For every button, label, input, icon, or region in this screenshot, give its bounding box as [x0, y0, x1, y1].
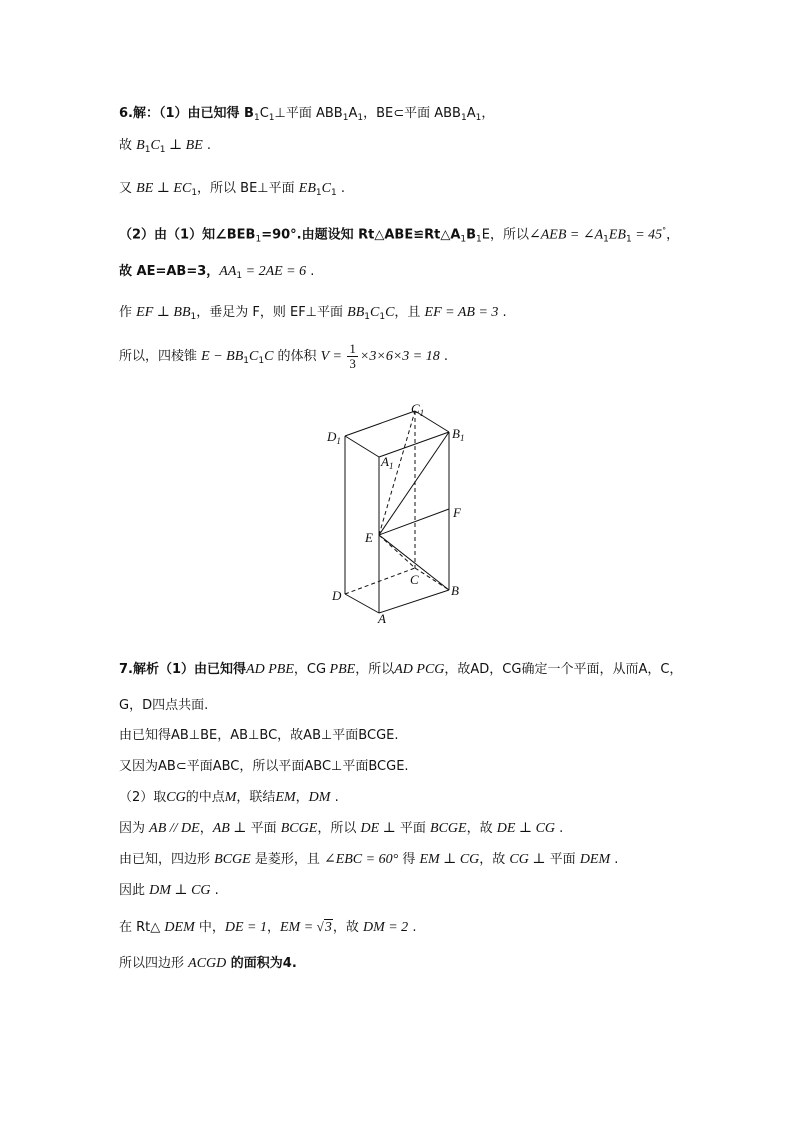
p6-line-5: 故 AE=AB=3，$AA_1 = 2AE = 6$ . — [119, 264, 315, 281]
p6-line-4: （2）由（1）知$\angle BEB_1=90^\circ$.由题设知 $Rt\triangle ABE≌Rt\triangle A_1B_1E$，所以∠AEB = $\angle A_1EB_1 = 45^\circ$， — [119, 226, 680, 245]
p7-line-8: 因此 DM ⊥ CG . — [119, 883, 219, 898]
p7-line-10: 所以四边形 ACGD 的面积为4. — [119, 956, 297, 971]
p6-line-1: 6.解：（1）由已知得 $B_1C_1\perp$平面 $ABB_1A_1$，BE⊂平面 $ABB_1A_1$， — [119, 106, 495, 123]
hidden-segment-E-C1 — [379, 411, 415, 535]
p6-line-3: 又 BE ⊥ $EC_1$，所以 BE⊥平面 $EB_1C_1$ . — [119, 181, 345, 198]
p7-line-3: 由已知得AB⊥BE，AB⊥BC，故AB⊥平面BCGE. — [119, 728, 399, 743]
hidden-edge-C-B — [415, 568, 449, 590]
edge-A1-D1 — [345, 436, 379, 457]
p7-line-6: 因为 AB // DE，AB ⊥ 平面 BCGE，所以 DE ⊥ 平面 BCGE，故 DE ⊥ CG . — [119, 821, 564, 836]
label-C: C — [410, 572, 419, 587]
p6-line-6: 作 EF ⊥ $BB_1$，垂足为 F，则 EF⊥平面 $BB_1C_1C$，且 EF = AB = 3 . — [119, 305, 507, 322]
label-B: B — [451, 583, 459, 598]
edge-B1-A1 — [379, 432, 449, 457]
hidden-edge-D-C — [345, 568, 415, 594]
sqrt-three: √3 — [316, 919, 332, 935]
p7-line-2: G，D四点共面. — [119, 698, 209, 713]
p7-line-1: 7.解析（1）由已知得AD PBE，CG PBE，所以AD PCG，故AD，CG确定一个平面，从而A，C， — [119, 662, 683, 677]
fraction-one-third: $\frac{1}{3}$ — [349, 341, 356, 371]
p7-line-5: （2）取CG的中点M，联结EM，DM . — [119, 790, 339, 805]
label-F: F — [453, 505, 461, 520]
label-E: E — [365, 530, 373, 545]
p7-line-9: 在 Rt△ DEM 中，DE = 1，EM = √3，故 DM = 2 . — [119, 919, 417, 935]
label-D1: $D_1$ — [327, 429, 341, 446]
edge-D-A — [345, 594, 379, 613]
p7-line-4: 又因为AB⊂平面ABC，所以平面ABC⊥平面BCGE. — [119, 759, 409, 774]
edge-D1-C1 — [345, 411, 415, 436]
prism-figure — [320, 395, 480, 630]
segment-E-B1 — [379, 432, 449, 535]
p6-line-7: 所以，四棱锥 $E - BB_1C_1C$ 的体积 V = $\frac{1}{3}$ ×3×6×3 = 18 . — [119, 341, 448, 371]
segment-E-F — [379, 509, 449, 535]
label-A: A — [378, 611, 386, 626]
p6-line-2: 故 $B_1C_1$ ⊥ BE . — [119, 138, 212, 155]
p7-line-7: 由已知，四边形 BCGE 是菱形，且 ∠EBC = 60° 得 EM ⊥ CG，故 CG ⊥ 平面 DEM . — [119, 852, 619, 867]
label-B1: $B_1$ — [452, 426, 465, 443]
edge-A-B — [379, 590, 449, 613]
label-D: D — [332, 588, 342, 603]
hidden-segment-E-C — [379, 535, 415, 568]
label-C1: $C_1$ — [411, 401, 425, 418]
label-A1: $A_1$ — [381, 454, 394, 471]
